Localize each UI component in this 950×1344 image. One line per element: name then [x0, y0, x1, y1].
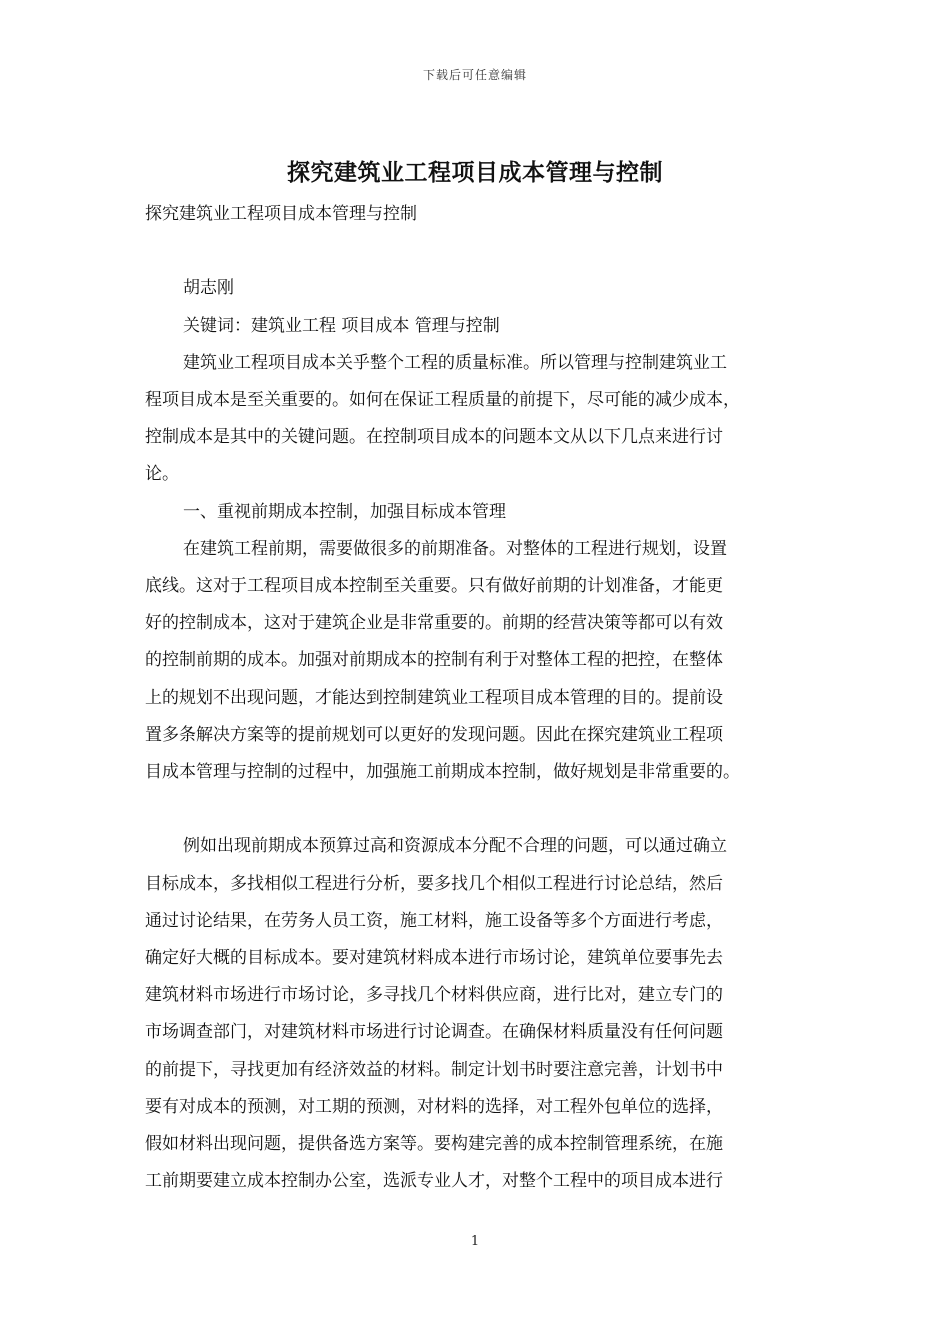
paragraph-line: 建筑材料市场进行市场讨论，多寻找几个材料供应商，进行比对，建立专门的 [145, 985, 723, 1006]
paragraph-line: 目标成本，多找相似工程进行分析，要多找几个相似工程进行讨论总结，然后 [145, 873, 723, 894]
paragraph-line: 市场调查部门，对建筑材料市场进行讨论调查。在确保材料质量没有任何问题 [145, 1022, 723, 1043]
paragraph-line: 上的规划不出现问题，才能达到控制建筑业工程项目成本管理的目的。提前设 [145, 687, 723, 708]
paragraph-line: 例如出现前期成本预算过高和资源成本分配不合理的问题，可以通过确立 [183, 836, 727, 857]
section-heading [145, 494, 815, 531]
paragraph-line: 论。 [145, 464, 179, 485]
paragraph-line: 的控制前期的成本。加强对前期成本的控制有利于对整体工程的把控，在整体 [145, 650, 723, 671]
paragraph-intro [145, 345, 815, 494]
paragraph-line: 控制成本是其中的关键问题。在控制项目成本的问题本文从以下几点来进行讨 [145, 427, 723, 448]
paragraph-line: 通过讨论结果，在劳务人员工资，施工材料，施工设备等多个方面进行考虑， [145, 910, 723, 931]
keywords: 关键词：建筑业工程 项目成本 管理与控制 [183, 315, 500, 336]
paragraph-line: 好的控制成本，这对于建筑企业是非常重要的。前期的经营决策等都可以有效 [145, 613, 723, 634]
document-body [145, 196, 815, 1200]
paragraph-line: 置多条解决方案等的提前规划可以更好的发现问题。因此在探究建筑业工程项 [145, 724, 723, 745]
page-number: 1 [470, 1234, 480, 1249]
author: 胡志刚 [183, 278, 234, 299]
document-title: 探究建筑业工程项目成本管理与控制 [287, 159, 663, 186]
paragraph-planning [145, 531, 815, 791]
paragraph-line: 工前期要建立成本控制办公室，选派专业人才，对整个工程中的项目成本进行 [145, 1171, 723, 1192]
subtitle: 探究建筑业工程项目成本管理与控制 [145, 204, 417, 224]
paragraph-line: 底线。这对于工程项目成本控制至关重要。只有做好前期的计划准备，才能更 [145, 576, 723, 597]
paragraph-line: 的前提下，寻找更加有经济效益的材料。制定计划书时要注意完善，计划书中 [145, 1059, 723, 1080]
paragraph-line: 要有对成本的预测，对工期的预测，对材料的选择，对工程外包单位的选择， [145, 1096, 723, 1117]
paragraph-example [145, 828, 815, 1200]
header-note: 下载后可任意编辑 [422, 68, 527, 82]
paragraph-line: 假如材料出现问题，提供备选方案等。要构建完善的成本控制管理系统，在施 [145, 1134, 723, 1155]
paragraph-line: 建筑业工程项目成本关乎整个工程的质量标准。所以管理与控制建筑业工 [183, 352, 727, 373]
section-heading-text: 一、重视前期成本控制，加强目标成本管理 [183, 501, 506, 522]
paragraph-line: 在建筑工程前期，需要做很多的前期准备。对整体的工程进行规划，设置 [183, 538, 727, 559]
paragraph-line: 目成本管理与控制的过程中，加强施工前期成本控制，做好规划是非常重要的。 [145, 762, 740, 783]
blank-line [145, 233, 815, 270]
paragraph-line: 程项目成本是至关重要的。如何在保证工程质量的前提下，尽可能的减少成本， [145, 390, 740, 410]
paragraph-line: 确定好大概的目标成本。要对建筑材料成本进行市场讨论，建筑单位要事先去 [145, 948, 723, 969]
blank-line [145, 791, 815, 828]
